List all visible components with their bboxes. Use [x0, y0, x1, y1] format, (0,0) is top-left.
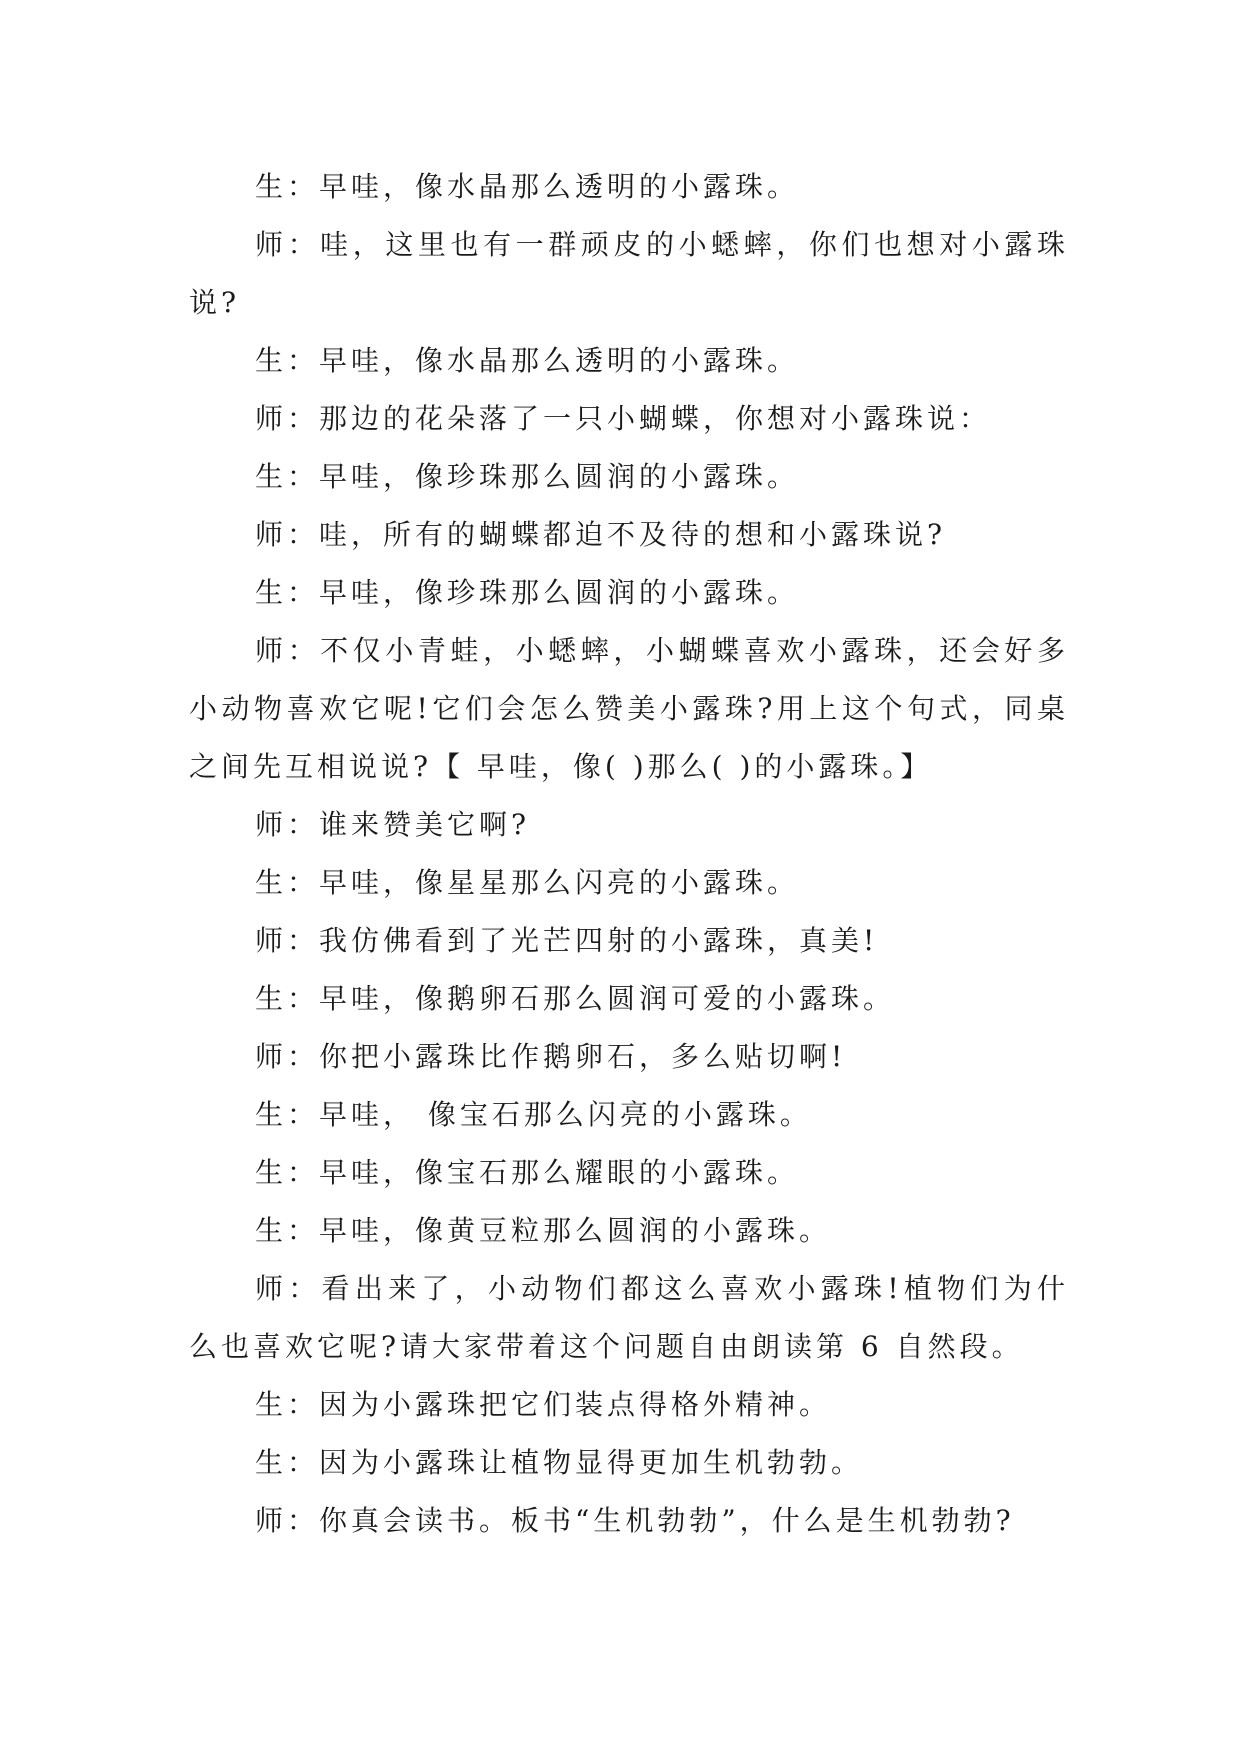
- paragraph: 师：看出来了，小动物们都这么喜欢小露珠!植物们为什么也喜欢它呢?请大家带着这个问题自由朗读第 6 自然段。: [189, 1272, 1069, 1363]
- paragraph: 生：早哇，像珍珠那么圆润的小露珠。: [255, 576, 800, 609]
- paragraph: 师：谁来赞美它啊?: [255, 808, 531, 841]
- paragraph: 生：早哇，像水晶那么透明的小露珠。: [255, 170, 800, 203]
- paragraph: 生：早哇，像星星那么闪亮的小露珠。: [255, 866, 800, 899]
- paragraph: 生：早哇，像宝石那么耀眼的小露珠。: [255, 1156, 800, 1189]
- paragraph: 师：不仅小青蛙，小蟋蟀，小蝴蝶喜欢小露珠，还会好多小动物喜欢它呢!它们会怎么赞美小露珠?用上这个句式，同桌之间先互相说说?【 早哇，像( )那么( )的小露珠。】: [189, 634, 1069, 783]
- paragraph: 生：早哇，像珍珠那么圆润的小露珠。: [255, 460, 800, 493]
- paragraph: 生：因为小露珠把它们装点得格外精神。: [255, 1388, 832, 1421]
- paragraph: 生：早哇，像黄豆粒那么圆润的小露珠。: [255, 1214, 832, 1247]
- paragraph: 生：早哇， 像宝石那么闪亮的小露珠。: [255, 1098, 812, 1131]
- paragraph: 师：你真会读书。板书“生机勃勃”，什么是生机勃勃?: [255, 1504, 1015, 1537]
- paragraph: 师：那边的花朵落了一只小蝴蝶，你想对小露珠说：: [255, 402, 992, 435]
- paragraph: 师：我仿佛看到了光芒四射的小露珠，真美!: [255, 924, 879, 957]
- paragraph: 师：哇，所有的蝴蝶都迫不及待的想和小露珠说?: [255, 518, 947, 551]
- paragraph: 师：哇，这里也有一群顽皮的小蟋蟀，你们也想对小露珠说?: [189, 228, 1069, 319]
- paragraph: 生：因为小露珠让植物显得更加生机勃勃。: [255, 1446, 864, 1479]
- paragraph: 师：你把小露珠比作鹅卵石，多么贴切啊!: [255, 1040, 847, 1073]
- paragraph: 生：早哇，像鹅卵石那么圆润可爱的小露珠。: [255, 982, 896, 1015]
- document-page: [189, 158, 1069, 1550]
- paragraph: 生：早哇，像水晶那么透明的小露珠。: [255, 344, 800, 377]
